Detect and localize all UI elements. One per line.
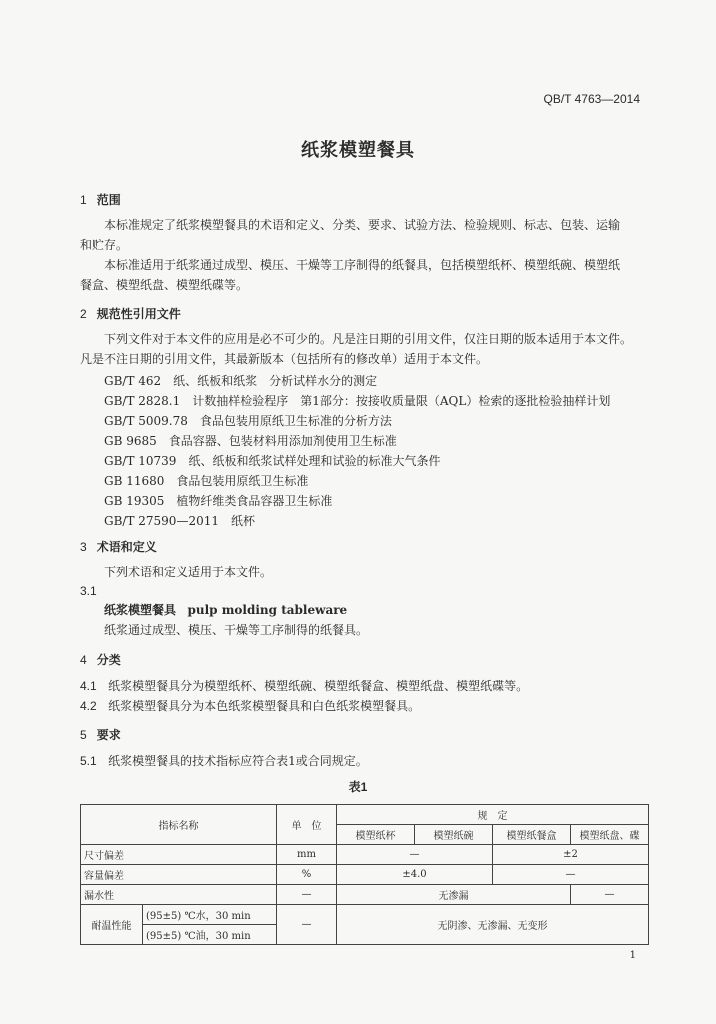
term-cn: 纸浆模塑餐具 bbox=[104, 603, 177, 617]
table-caption: 表1 bbox=[348, 780, 368, 794]
scope-paragraph-2-line-1: 本标准适用于纸浆通过成型、模压、干燥等工序制得的纸餐具，包括模塑纸杯、模塑纸碗、模塑纸 bbox=[104, 258, 621, 272]
table-row bbox=[81, 845, 649, 865]
table-header-row bbox=[81, 805, 649, 825]
row-name: 漏水性 bbox=[81, 885, 277, 905]
clause-text: 纸浆模塑餐具分为本色纸浆模塑餐具和白色纸浆模塑餐具。 bbox=[108, 699, 421, 713]
section-3-heading bbox=[80, 538, 157, 555]
row-subname: (95±5) ℃水，30 min bbox=[143, 905, 277, 925]
section-title: 分类 bbox=[96, 653, 121, 667]
clause-text: 纸浆模塑餐具的技术指标应符合表1或合同规定。 bbox=[108, 754, 368, 768]
row-value: ±4.0 bbox=[337, 865, 493, 885]
row-unit: % bbox=[277, 865, 337, 885]
row-value: — bbox=[337, 845, 493, 865]
scope-paragraph-1-line-2: 和贮存。 bbox=[80, 238, 129, 252]
row-value: — bbox=[493, 865, 649, 885]
row-name: 容量偏差 bbox=[81, 865, 277, 885]
section-title: 范围 bbox=[96, 193, 121, 207]
row-value: — bbox=[571, 885, 649, 905]
row-name: 耐温性能 bbox=[81, 905, 143, 945]
reference-item: GB/T 462 纸、纸板和纸浆 分析试样水分的测定 bbox=[104, 374, 378, 388]
section-number: 4 bbox=[80, 653, 87, 667]
clause-number: 4.2 bbox=[80, 699, 97, 713]
clause-number: 5.1 bbox=[80, 754, 97, 768]
clause-number: 3.1 bbox=[80, 584, 97, 598]
section-title: 要求 bbox=[96, 728, 121, 742]
term-en: pulp molding tableware bbox=[187, 603, 348, 617]
header-cell-cup: 模塑纸杯 bbox=[337, 825, 415, 845]
header-cell-plate: 模塑纸盘、碟 bbox=[571, 825, 649, 845]
scope-paragraph-2-line-2: 餐盒、模塑纸盘、模塑纸碟等。 bbox=[80, 278, 249, 292]
section-number: 2 bbox=[80, 307, 87, 321]
reference-item: GB 11680 食品包装用原纸卫生标准 bbox=[104, 474, 309, 488]
row-value: 无渗漏 bbox=[337, 885, 571, 905]
page-number: 1 bbox=[629, 950, 636, 961]
reference-item: GB/T 5009.78 食品包装用原纸卫生标准的分析方法 bbox=[104, 414, 392, 428]
header-cell-bowl: 模塑纸碗 bbox=[415, 825, 493, 845]
terms-intro: 下列术语和定义适用于本文件。 bbox=[104, 565, 273, 579]
section-number: 1 bbox=[80, 193, 87, 207]
header-cell-box: 模塑纸餐盒 bbox=[493, 825, 571, 845]
refs-intro-line-1: 下列文件对于本文件的应用是必不可少的。凡是注日期的引用文件，仅注日期的版本适用于本文件。 bbox=[104, 332, 633, 346]
section-number: 3 bbox=[80, 540, 87, 554]
specification-table bbox=[80, 804, 649, 945]
section-title: 规范性引用文件 bbox=[96, 307, 181, 321]
clause-4-2 bbox=[80, 697, 420, 714]
table-row bbox=[81, 905, 649, 925]
row-value: 无阴渗、无渗漏、无变形 bbox=[337, 905, 649, 945]
clause-5-1 bbox=[80, 752, 368, 769]
term-definition: 纸浆通过成型、模压、干燥等工序制得的纸餐具。 bbox=[104, 623, 369, 637]
clause-4-1 bbox=[80, 677, 528, 694]
section-1-heading bbox=[80, 191, 121, 208]
row-unit: mm bbox=[277, 845, 337, 865]
row-unit: — bbox=[277, 885, 337, 905]
row-subname: (95±5) ℃油，30 min bbox=[143, 925, 277, 945]
section-2-heading bbox=[80, 305, 181, 322]
standard-code: QB/T 4763—2014 bbox=[543, 92, 640, 106]
clause-text: 纸浆模塑餐具分为模塑纸杯、模塑纸碗、模塑纸餐盒、模塑纸盘、模塑纸碟等。 bbox=[108, 679, 529, 693]
clause-number: 4.1 bbox=[80, 679, 97, 693]
reference-item: GB/T 27590—2011 纸杯 bbox=[104, 514, 255, 528]
reference-item: GB/T 2828.1 计数抽样检验程序 第1部分：按接收质量限（AQL）检索的逐批检验抽样计划 bbox=[104, 394, 611, 408]
section-5-heading bbox=[80, 726, 121, 743]
reference-item: GB 19305 植物纤维类食品容器卫生标准 bbox=[104, 494, 333, 508]
term-heading bbox=[104, 601, 347, 618]
row-value: ±2 bbox=[493, 845, 649, 865]
document-title: 纸浆模塑餐具 bbox=[301, 140, 415, 161]
row-unit: — bbox=[277, 905, 337, 945]
scope-paragraph-1-line-1: 本标准规定了纸浆模塑餐具的术语和定义、分类、要求、试验方法、检验规则、标志、包装、运输 bbox=[104, 218, 621, 232]
row-name: 尺寸偏差 bbox=[81, 845, 277, 865]
table-row bbox=[81, 865, 649, 885]
section-number: 5 bbox=[80, 728, 87, 742]
section-title: 术语和定义 bbox=[96, 540, 157, 554]
refs-intro-line-2: 凡是不注日期的引用文件，其最新版本（包括所有的修改单）适用于本文件。 bbox=[80, 352, 489, 366]
reference-item: GB/T 10739 纸、纸板和纸浆试样处理和试验的标准大气条件 bbox=[104, 454, 441, 468]
table-row bbox=[81, 885, 649, 905]
header-cell-spec: 规 定 bbox=[337, 805, 649, 825]
reference-item: GB 9685 食品容器、包装材料用添加剂使用卫生标准 bbox=[104, 434, 397, 448]
section-4-heading bbox=[80, 651, 121, 668]
header-cell-unit: 单 位 bbox=[277, 805, 337, 845]
header-cell-name: 指标名称 bbox=[81, 805, 277, 845]
